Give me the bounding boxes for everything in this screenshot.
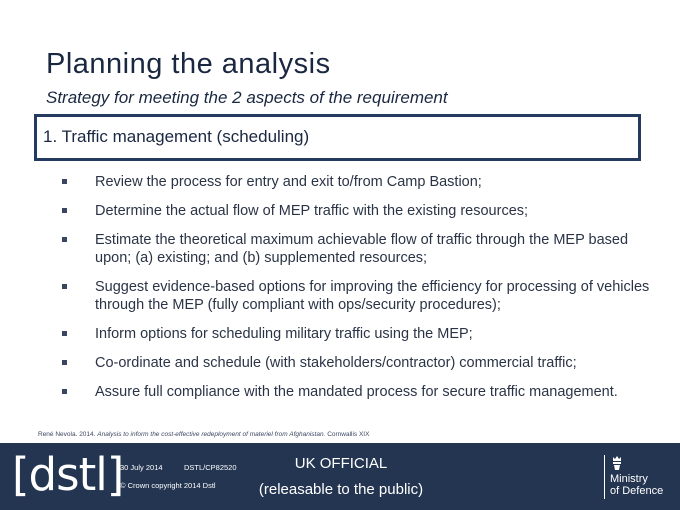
list-item	[62, 173, 652, 191]
footer-date: 30 July 2014	[120, 463, 163, 472]
list-item	[62, 383, 652, 401]
mod-divider	[604, 455, 605, 499]
bullet-text: Co-ordinate and schedule (with stakeholders/contractor) commercial traffic;	[95, 355, 577, 371]
bullet-text: Suggest evidence-based options for improving the efficiency for processing of vehicles through the MEP (fully compliant with ops/security procedures);	[95, 279, 650, 313]
mod-logo-text	[610, 473, 663, 497]
list-item	[62, 231, 652, 267]
bullet-square-icon	[62, 389, 67, 394]
bullet-square-icon	[62, 237, 67, 242]
bullet-text: Assure full compliance with the mandated process for secure traffic management.	[95, 384, 618, 400]
citation-author: René Nevola. 2014.	[38, 431, 96, 438]
section-header-box	[34, 114, 641, 161]
mod-line1: Ministry	[610, 473, 648, 485]
citation	[38, 431, 369, 438]
page-title: Planning the analysis	[46, 48, 331, 80]
list-item	[62, 354, 652, 372]
list-item	[62, 202, 652, 220]
mod-line2: of Defence	[610, 485, 664, 497]
bullet-list	[62, 173, 652, 412]
bullet-text: Inform options for scheduling military traffic using the MEP;	[95, 326, 473, 342]
bullet-text: Review the process for entry and exit to/from Camp Bastion;	[95, 174, 482, 190]
dstl-logo: [dstl]	[12, 448, 124, 501]
bullet-text: Estimate the theoretical maximum achievable flow of traffic through the MEP based upon; (a) existing; and (b) supplemented resources;	[95, 232, 629, 266]
footer-reference: DSTL/CP82520	[184, 463, 237, 472]
list-item	[62, 325, 652, 343]
footer-copyright: © Crown copyright 2014 Dstl	[120, 481, 216, 490]
section-title: 1. Traffic management (scheduling)	[43, 127, 310, 146]
bullet-square-icon	[62, 208, 67, 213]
page-subtitle: Strategy for meeting the 2 aspects of the requirement	[46, 88, 448, 107]
footer-bar	[0, 443, 680, 510]
classification-label: UK OFFICIAL	[294, 455, 388, 472]
releasability-label: (releasable to the public)	[258, 481, 424, 498]
bullet-text: Determine the actual flow of MEP traffic with the existing resources;	[95, 203, 529, 219]
list-item	[62, 278, 652, 314]
bullet-square-icon	[62, 360, 67, 365]
royal-crest-icon	[610, 455, 624, 471]
bullet-square-icon	[62, 179, 67, 184]
citation-venue: Cornwallis XIX	[327, 431, 370, 438]
bullet-square-icon	[62, 284, 67, 289]
citation-work: Analysis to inform the cost-effective redeployment of materiel from Afghanistan.	[97, 431, 326, 438]
bullet-square-icon	[62, 331, 67, 336]
